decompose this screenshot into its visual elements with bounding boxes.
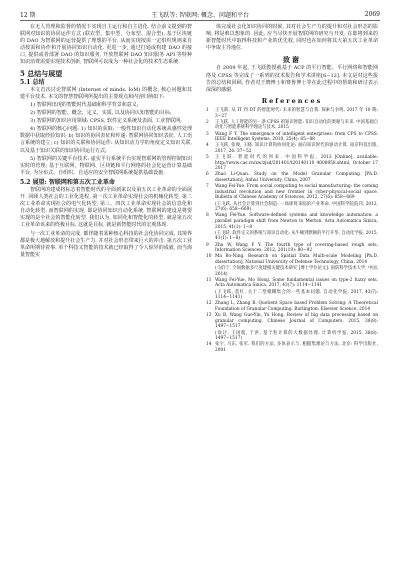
outlook-paragraph: 与一次工业革命的完成, 都伴随着某种核心科技的社会化协同完成, 其境界都是极大地解放和提升社会生产力. 并对社会形态带来巨大的冲击. 第五次工业革命所期待着事. 单个科技又智能的技术就已经取得了令人惊异的成就, 而当海量智能实 — [20, 230, 192, 258]
reference-text: Zhu W, Wang F Y. The fourth type of covering-based rough sets. Information Sciences, 2012, 201(19): 80−92 — [215, 242, 378, 254]
reference-item — [206, 172, 378, 183]
reference-number — [206, 231, 215, 242]
reference-text: 王飞跃. 人工智能的另一条 CPSS 的知识智能: 知识自动化的奥秘与未来. 中国基础自动化与智能系统科学理论与技术, 2015 — [215, 119, 378, 131]
running-title: 王飞跃等: 智联网: 概念、问题和平台 — [151, 11, 250, 19]
reference-item — [206, 202, 378, 213]
reference-number: 9 — [206, 242, 209, 248]
acknowledgement-title: 致谢 — [283, 55, 301, 65]
reference-item — [206, 342, 378, 353]
acknowledgement-paragraph: 自 2009 年起, 王飞跃教授就基于 ACP 的平行智能、平行网络和智能网络及 CPSS 等完成了一系列的技术报告和学术讲座[6−12]. 本文是对这些报告的总结和回顾. 作者对王晓博士和赛鲁博士等在此过程中的帮助和研讨表示深深的感谢. — [206, 65, 378, 93]
list-item: 1) 智联网出现的智能时代基础和科学背景和意义; — [30, 101, 139, 108]
reference-item — [206, 331, 378, 342]
reference-number: 4 — [206, 143, 209, 149]
issue-number: 12 期 — [20, 11, 36, 19]
reference-text: Wang Fei-Yue. From social computing to social manufacturing: the coming industrial revolution and new frontier in cyber-physical-social space. Bulletin of Chinese Academy of Sciences, 2012, 27(6): 658−669 — [215, 184, 378, 201]
list-item: 5) 智联网的关键平台技术: 虚实平行系统平台实现智联网的管理控制知识实时的管理; 基于互联网、物联网、区块链和平行网络的社会化运营计算基础平台, 为分布式、自组织、自适应的安全智联网系统提供基础设施. — [20, 155, 192, 176]
references-title: References — [261, 96, 323, 105]
running-header — [20, 8, 380, 21]
reference-item — [206, 254, 378, 265]
reference-text: (徐计, 王国胤, 于洪. 基于粒计算的大数据处理. 计算机学报, 2015, 38(8): 1497−1517) — [215, 330, 378, 342]
reference-number — [206, 202, 215, 213]
reference-number: 11 — [206, 277, 212, 283]
reference-text: Wang F Y. The emergence of intelligent enterprises: from CPS to CPSS. IEEE Intelligent Systems, 2010, 25(4): 85−88 — [215, 131, 378, 143]
reference-item — [206, 132, 378, 143]
left-column — [20, 24, 192, 260]
reference-text: (王飞跃. 从社会计算到社会制造: 一场即将来临的产业革命. 中国科学院院刊, 2012, 27(6): 658−669) — [215, 201, 378, 213]
reference-number: 13 — [206, 313, 212, 319]
reference-item — [206, 213, 378, 230]
continued-paragraph: 体完成社会化知识协同的时候, 其对社会生产力的提升和对社会形态的影响, 将是难以想象的. 因此, 应当尽快开展智联网的研究与开发, 在即将到来的新智能时代中取得科技和产业的优先权, 同时也在如何将其大第五次工业革命中争取主导地位. — [206, 24, 378, 52]
subsection-5-2-title: 5.2 展望: 智联网和第五次工业革命 — [20, 178, 115, 186]
reference-number: 14 — [206, 342, 212, 348]
reference-number: 2 — [206, 119, 209, 125]
reference-text: Zhang L, Zhang B. Quotient Space based Problem Solving: A Theoretical Foundation of Granular Computing. Burlington: Elsevier Science, 2014 — [215, 301, 378, 313]
list-item: 3) 智联网的知识应用领域: CPSS, 软件定义系统及表面, 工业智联网; — [30, 118, 182, 125]
reference-item — [206, 184, 378, 201]
outlook-paragraph: 智联网的建成将标志着智能时代的全面到来以及第五次工业革命的全面展开. 回顾人类社会的工业化进程, 第一次工业革命实现社会的机械化转型, 第二次工业革命实现社会的电气化转型, 第三、四次工业革命实现社会的信息化和自动化转型. 而智联网的实现, 即是协同知识自动化系统, 智联网的建设是将要实现的是全社会的智能化转型. 我们认为, 如同化和智能化的转型, 就是第五次工业革命该来的终极目标, 这就是目标, 就是新智能时代的宏观体现. — [20, 186, 192, 229]
reference-number: 7 — [206, 184, 209, 190]
reference-number: 8 — [206, 213, 209, 219]
reference-text: Wang Fei-Yue. Software-defined systems and knowledge automation: a parallel paradigm shift from Newton to Merton. Acta Automatica Sinica, 2015, 41(1): 1−8 — [215, 213, 378, 230]
reference-number: 10 — [206, 254, 212, 260]
reference-number: 6 — [206, 172, 209, 178]
reference-number — [206, 266, 215, 277]
reference-item — [206, 143, 378, 154]
reference-item — [206, 231, 378, 242]
reference-item — [206, 155, 378, 172]
reference-item — [206, 301, 378, 312]
reference-item — [206, 278, 378, 289]
reference-text: (马伯宁. 空间数据多尺度建模关键技术研究 [博士学位论文]. 国防科学技术大学, 中国, 2014) — [215, 266, 378, 277]
reference-text: (王飞跃. 软件定义的系统与知识自动化: 从牛顿到默顿的平行升华. 自动化学报, 2015, 41(1): 1−8) — [215, 230, 378, 242]
list-item: 2) 智联网的智能、概念、定义、实质, 以及协同认知智能的目标; — [30, 110, 172, 117]
reference-item — [206, 290, 378, 301]
reference-text: 王飞跃, 张俊, 王晓. 知识计算和协同化论: 面向知识时代的驱动计算. 南京科技出版, 2017, 26: 37−52 — [215, 143, 378, 154]
reference-text: Wang Fei-Yue, Mo Hong. Some fundamental issues on type-2 fuzzy sets. Acta Automatica Sinica, 2017, 43(7): 1114−1141 — [215, 277, 378, 289]
reference-text: Xu B, Wang Guo-Yin, Yu Hong. Review of big data processing based on granular computing. Chinese Journal of Computers, 2015, 38(8): 1497−1517 — [215, 313, 378, 330]
section-5-title: 5 总结与展望 — [20, 68, 63, 78]
intro-paragraph: 在无人管理和监督的情况下实现自主运行和自主进化. 结合前文提到的智联网对知识的协同运作方式 (联农型、集中型、分布型、混合型), 基于区块链的 DAO 为智联网的运营提供了理想的平台, 从而实现按需一定组织规则来自动按需和协作和开展协同知识自动化. 更进一步, 通过打通或构建 DAO 的接口, 提供或者部署 DAO 的知识服务, 开放智联网 DAO 知识服务 API 等特种知识消费需要实现技术创新, 智联网可以成为一种社会化的技术生态系统. — [20, 24, 192, 66]
summary-paragraph: 本文首次讨论智联网 (Internet of minds, IoM) 的概念, 核心问题和其建平台技术. 本文的智慧智联网所提出的主要观点和内容归纳如下: — [20, 86, 192, 100]
reference-item — [206, 266, 378, 277]
references-list — [206, 108, 378, 354]
reference-text: 张宇, 马东, 张军. 我们的方法, 多体表示与. 粗糙集理论与方法. 北京: 科学出版社, 2001 — [215, 342, 378, 353]
reference-number: 1 — [206, 107, 209, 113]
subsection-5-1-title: 5.1 总结 — [20, 78, 45, 86]
reference-text: Zhao Li-Quan. Study on the Model Granular Computing [Ph.D. dissertation], Anhui University, China, 2007 — [215, 172, 378, 184]
reference-number — [206, 290, 215, 301]
reference-item — [206, 120, 378, 131]
page-number: 2069 — [364, 10, 380, 18]
reference-text: 王飞跃. 从 IT 到 DT 的智能时代: 未来的智慧与自我. 探索与争鸣, 2017 年 10 期: 3−27 — [215, 107, 378, 119]
list-item: 4) 智联网的核心问题: 1) 知识的获取: 一般性知识自动化系统从感性处理数据中获取经验知识; b) 知识的协同表征和传递: 智联网协同知识表征, 人工语言系统的建立; c) 知识的关联和协同运作: 从知识动力学的角度定义知识关联, 以及基于知识关联的知识协同运行方式; — [20, 126, 192, 154]
reference-number: 12 — [206, 301, 212, 307]
reference-text: Ma Bo-Ning. Research on Spatial Data Multi-scale Modeling [Ph.D. dissertation], National University of Defense Technology, China, 2014 — [215, 254, 378, 265]
reference-item — [206, 108, 378, 119]
reference-number — [206, 331, 215, 342]
reference-text: (王飞跃, 莫红. 关于二型模糊集合的一些基本问题. 自动化学报, 2017, 43(7): 1114−1141) — [215, 289, 378, 301]
reference-item — [206, 243, 378, 254]
reference-item — [206, 313, 378, 330]
reference-number: 3 — [206, 131, 209, 137]
summary-list — [20, 102, 192, 177]
reference-text: 王飞跃. 智能时代的到来. 中国科学报, 2013 [Online], available: http://www.cas.cn/xw/zjsd/201401/t20140110_4008958.shtml, October 17 2017 — [215, 155, 378, 172]
reference-number: 5 — [206, 155, 209, 161]
right-column — [206, 24, 378, 354]
